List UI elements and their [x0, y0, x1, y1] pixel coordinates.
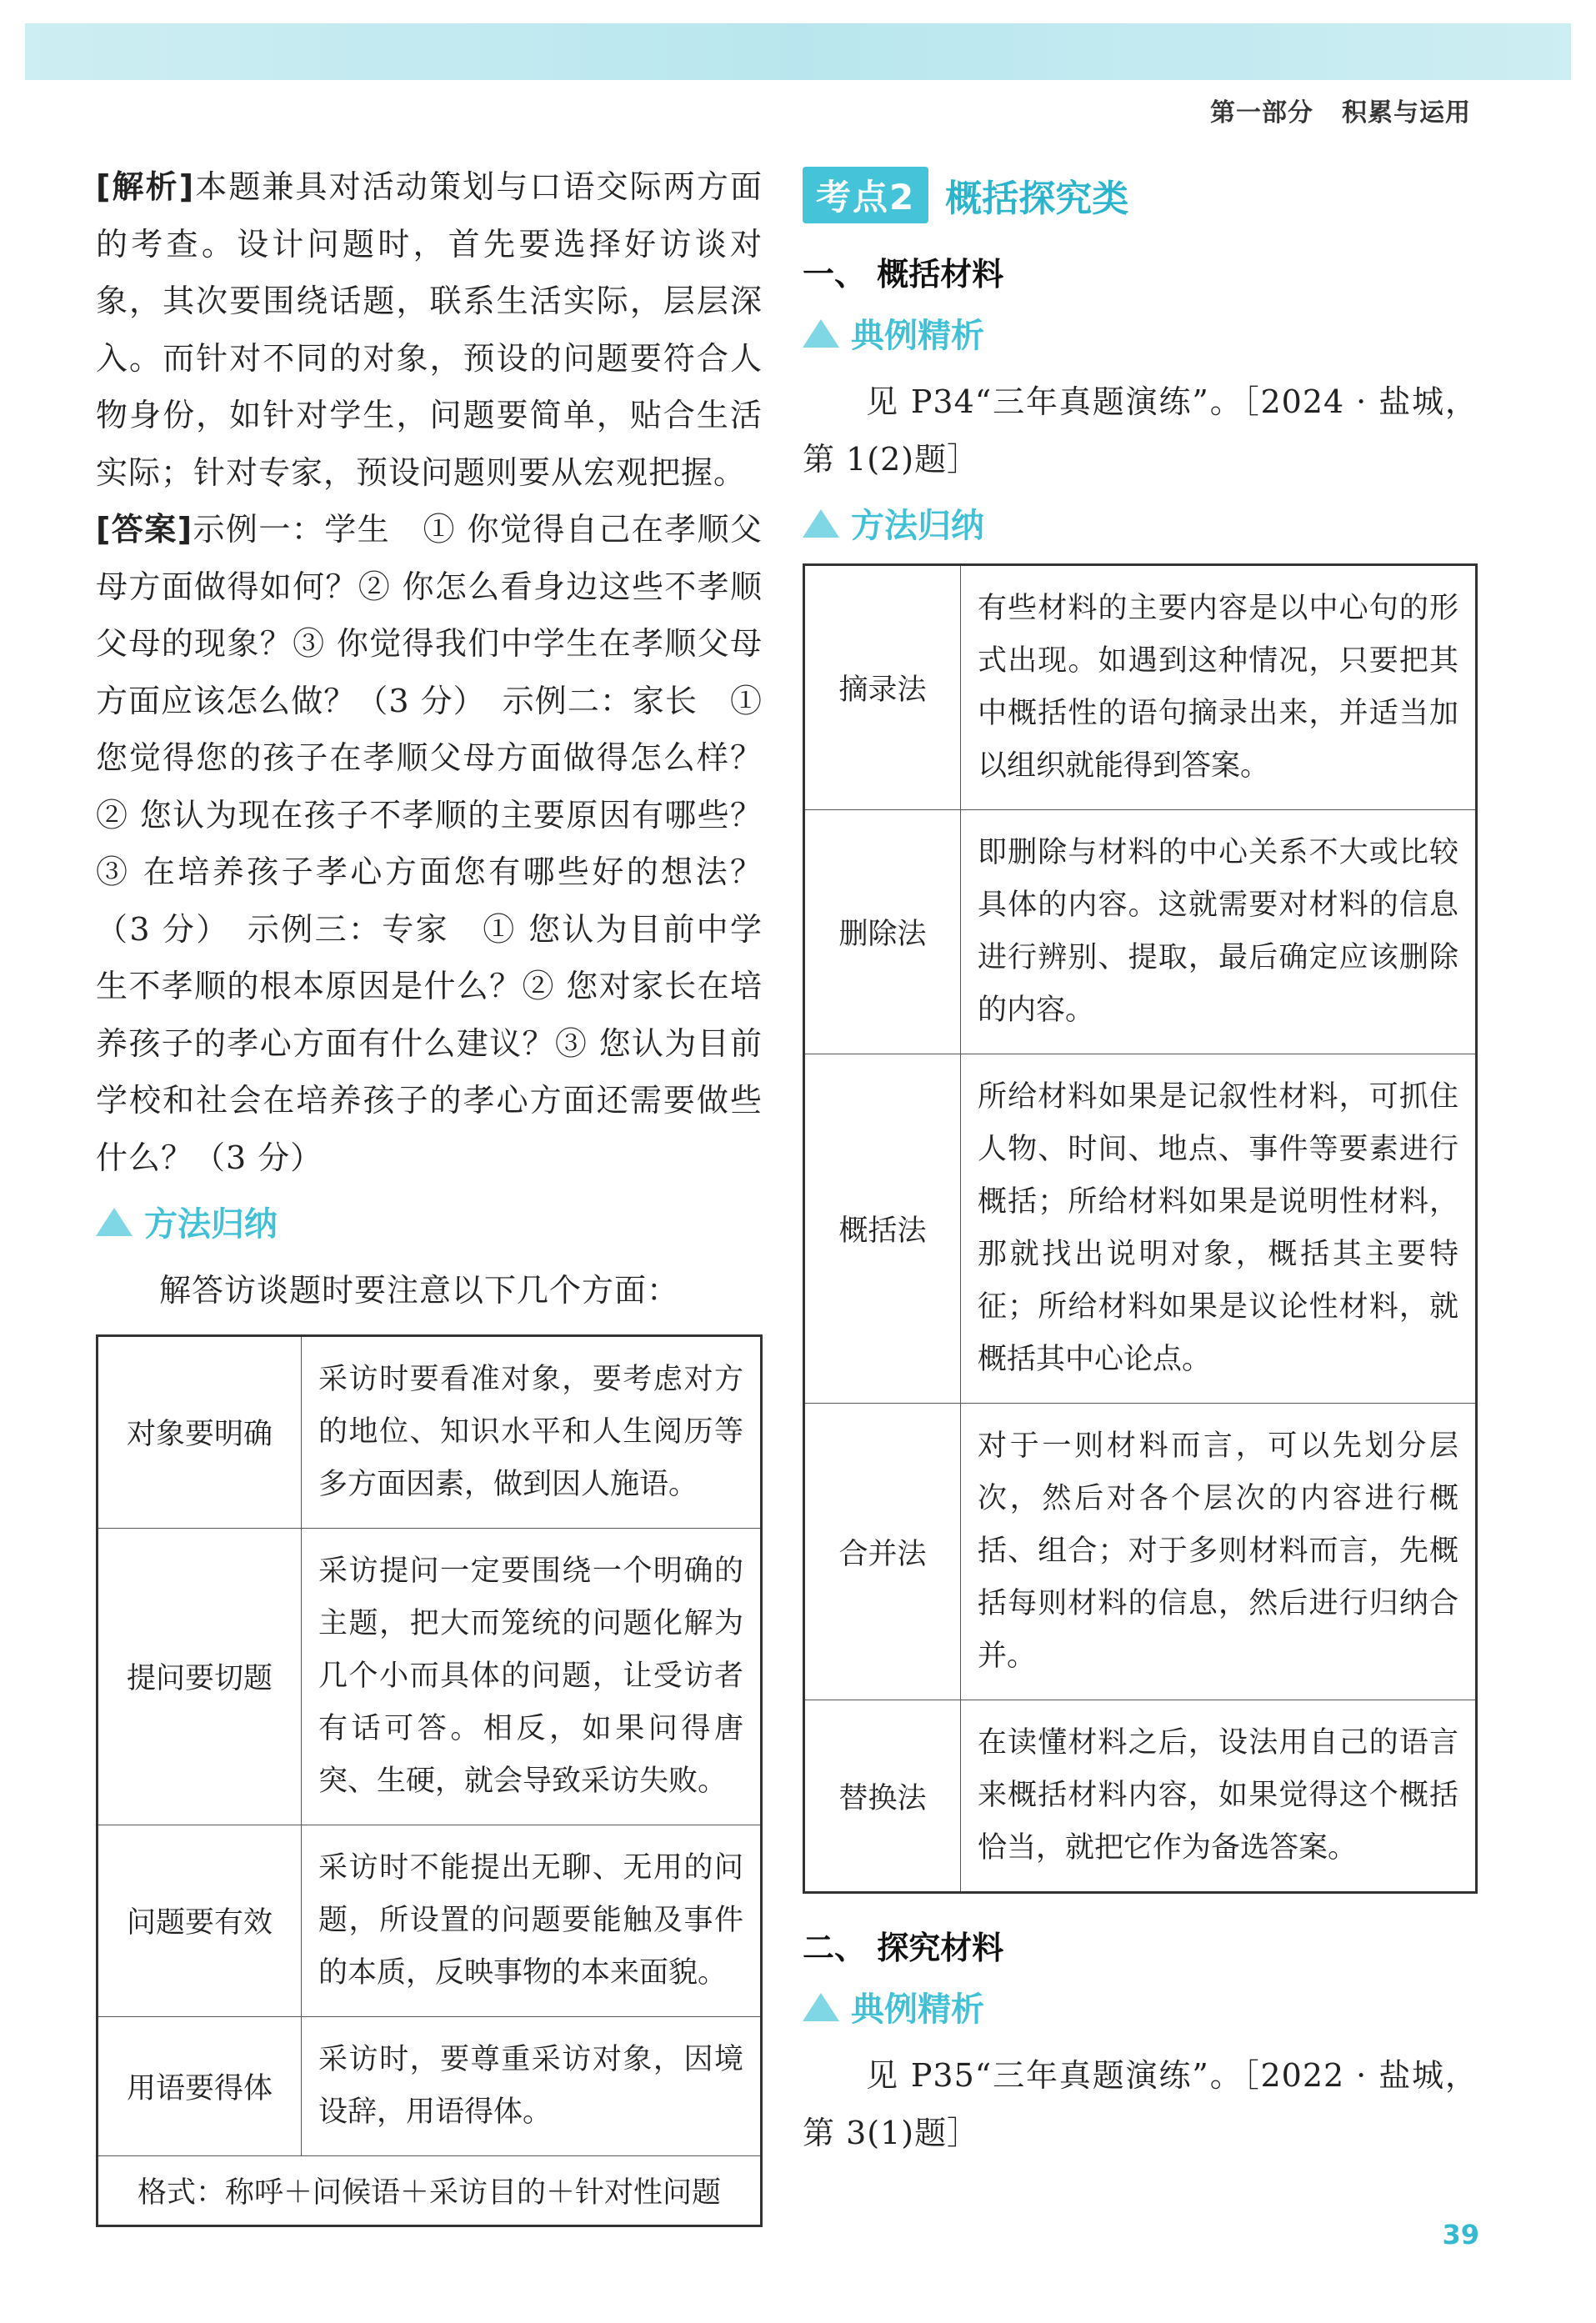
method-description-cell: 所给材料如果是记叙性材料，可抓住人物、时间、地点、事件等要素进行概括；所给材料如果是说明性材料，那就找出说明对象，概括其主要特征；所给材料如果是议论性材料，就概括其中心论点。: [961, 1054, 1477, 1404]
kaodian-heading: [803, 167, 1478, 223]
kaodian-title: 概括探究类: [945, 178, 1129, 220]
method-name-cell: 合并法: [804, 1404, 961, 1700]
method-description-cell: 在读懂材料之后，设法用自己的语言来概括材料内容，如果觉得这个概括恰当，就把它作为备选答案。: [961, 1700, 1477, 1893]
triangle-icon: [803, 319, 839, 348]
method-name-cell: 概括法: [804, 1054, 961, 1404]
table-row: [804, 565, 1477, 810]
method-name-cell: 提问要切题: [98, 1528, 302, 1825]
method-name-cell: 摘录法: [804, 565, 961, 810]
table-row: [804, 1054, 1477, 1404]
section-explore-title: 二、 探究材料: [803, 1930, 1004, 1966]
analysis-text: 本题兼具对活动策划与口语交际两方面的考查。设计问题时，首先要选择好访谈对象，其次要围绕话题，联系生活实际，层层深入。而针对不同的对象，预设的问题要符合人物身份，如针对学生，问题要简单，贴合生活实际；针对专家，预设问题则要从宏观把握。: [96, 168, 763, 491]
kaodian-badge: 考点2: [803, 167, 928, 223]
method-description-cell: 采访提问一定要围绕一个明确的主题，把大而笼统的问题化解为几个小而具体的问题，让受访者有话可答。相反，如果问得唐突、生硬，就会导致采访失败。: [302, 1528, 762, 1825]
table-row: [98, 1825, 762, 2016]
summarize-method-table: [803, 563, 1478, 1894]
answer-paragraph: [96, 501, 763, 1186]
method-name-cell: 用语要得体: [98, 2016, 302, 2155]
example-heading-2: 典例精析: [803, 1983, 1478, 2030]
method-description-cell: 即删除与材料的中心关系不大或比较具体的内容。这就需要对材料的信息进行辨别、提取，最后确定应该删除的内容。: [961, 810, 1477, 1054]
table-footer-row: [98, 2155, 762, 2225]
method-description-cell: 有些材料的主要内容是以中心句的形式出现。如遇到这种情况，只要把其中概括性的语句摘录出来，并适当加以组织就能得到答案。: [961, 565, 1477, 810]
table-row: [804, 1404, 1477, 1700]
method-name-cell: 替换法: [804, 1700, 961, 1893]
section-summarize-title: 一、 概括材料: [803, 256, 1004, 293]
header-part: 第一部分: [1210, 98, 1313, 128]
method-name-cell: 对象要明确: [98, 1335, 302, 1528]
running-header: [1210, 92, 1471, 128]
interview-table: [96, 1334, 763, 2227]
table-row: [98, 1528, 762, 1825]
method-description-cell: 采访时，要尊重采访对象，因境设辞，用语得体。: [302, 2016, 762, 2155]
method-name-cell: 问题要有效: [98, 1825, 302, 2016]
table-row: [804, 810, 1477, 1054]
example-heading-1: 典例精析: [803, 309, 1478, 357]
method-description-cell: 采访时不能提出无聊、无用的问题，所设置的问题要能触及事件的本质，反映事物的本来面貌。: [302, 1825, 762, 2016]
method-description-cell: 采访时要看准对象，要考虑对方的地位、知识水平和人生阅历等多方面因素，做到因人施语。: [302, 1335, 762, 1528]
answer-text: 示例一：学生 ① 你觉得自己在孝顺父母方面做得如何？② 你怎么看身边这些不孝顺父母的现象？③ 你觉得我们中学生在孝顺父母方面应该怎么做？（3 分） 示例二：家长 ① 您觉得您的孩子在孝顺父母方面做得怎么样？② 您认为现在孩子不孝顺的主要原因有哪些？③ 在培养孩子孝心方面您有哪些好的想法？（3 分） 示例三：专家 ① 您认为目前中学生不孝顺的根本原因是什么？② 您对家长在培养孩子的孝心方面有什么建议？③ 您认为目前学校和社会在培养孩子的孝心方面还需要做些什么？（3 分）: [96, 511, 763, 1176]
table-row: [804, 1700, 1477, 1893]
method-heading-right: 方法归纳: [803, 499, 1478, 547]
triangle-icon: [803, 509, 839, 538]
table-row: [98, 2016, 762, 2155]
right-column: [803, 167, 1478, 2161]
triangle-icon: [96, 1208, 133, 1236]
method-heading-left: 方法归纳: [96, 1198, 763, 1245]
header-band: [25, 23, 1571, 80]
analysis-paragraph: [96, 158, 763, 501]
answer-tag: [答案]: [96, 511, 193, 548]
triangle-icon: [803, 1993, 839, 2021]
method-name-cell: 删除法: [804, 810, 961, 1054]
analysis-tag: [解析]: [96, 168, 195, 205]
left-column: [96, 158, 763, 2227]
page-number: 39: [1442, 2219, 1479, 2250]
method-description-cell: 对于一则材料而言，可以先划分层次，然后对各个层次的内容进行概括、组合；对于多则材料而言，先概括每则材料的信息，然后进行归纳合并。: [961, 1404, 1477, 1700]
interview-intro: 解答访谈题时要注意以下几个方面：: [159, 1272, 680, 1309]
example-text-2: 见 P35“三年真题演练”。［2022 · 盐城，第 3(1)题］: [803, 2057, 1478, 2151]
table-row: [98, 1335, 762, 1528]
example-text-1: 见 P34“三年真题演练”。［2024 · 盐城，第 1(2)题］: [803, 383, 1478, 478]
table-footer: 格式：称呼＋问候语＋采访目的＋针对性问题: [98, 2155, 762, 2225]
header-section: 积累与运用: [1342, 98, 1471, 128]
